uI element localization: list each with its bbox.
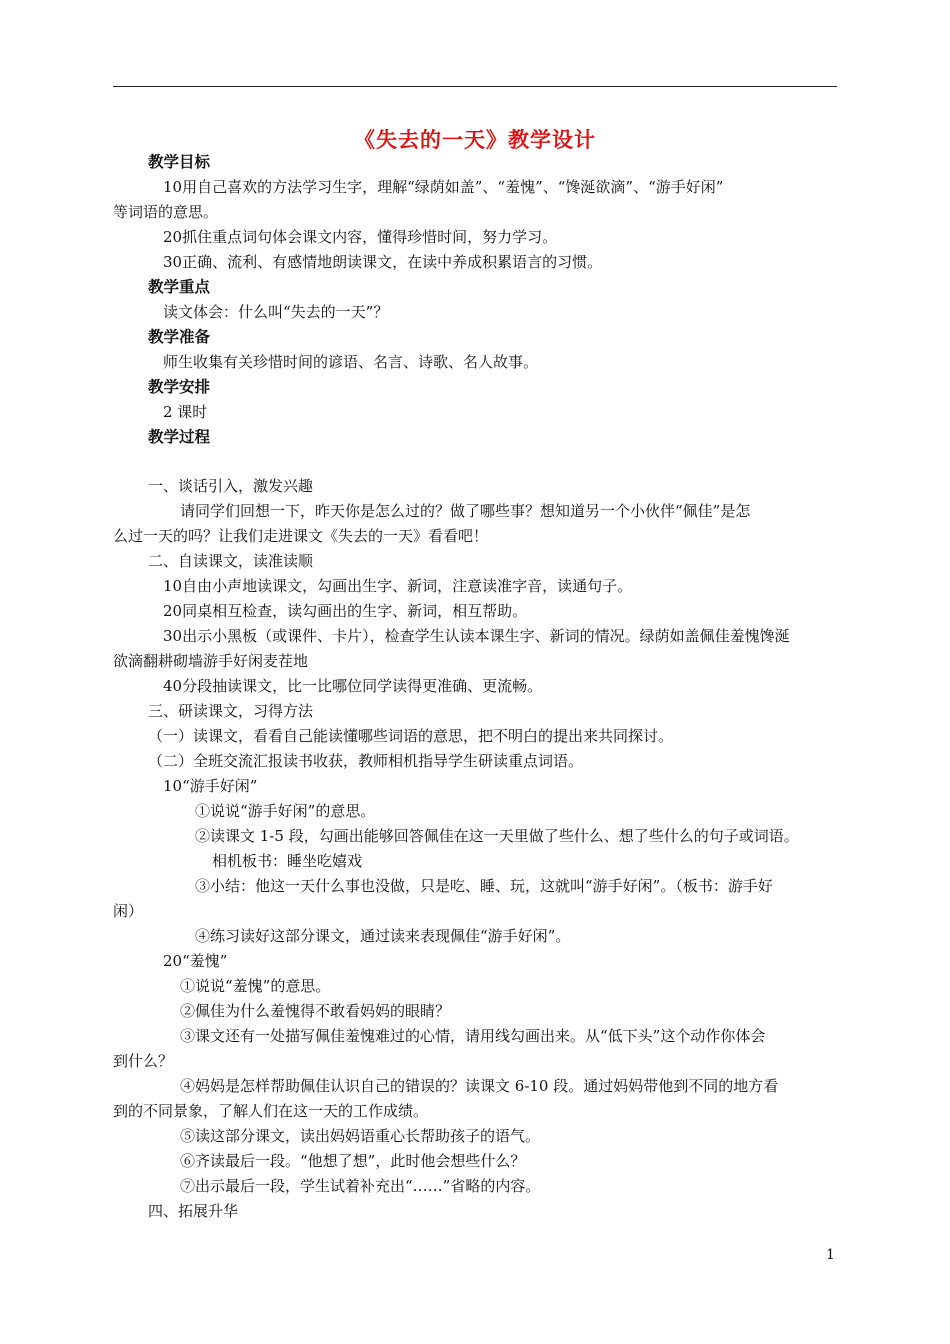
section-3-sub-1: （一）读课文，看看自己能读懂哪些词语的意思，把不明白的提出来共同探讨。 — [148, 727, 674, 745]
section-2-item-4: 40分段抽读课文，比一比哪位同学读得更准确、更流畅。 — [163, 677, 543, 695]
word-2-step-6: ⑥齐读最后一段。“他想了想”，此时他会想些什么？ — [180, 1152, 526, 1170]
section-2-item-2: 20同桌相互检查，读勾画出的生字、新词，相互帮助。 — [163, 602, 528, 620]
objective-1: 10用自己喜欢的方法学习生字，理解“绿荫如盖”、“羞愧”、“馋涎欲滴”、“游手好闲” — [163, 178, 724, 196]
section-2-item-3-cont: 欲滴翻耕砌墙游手好闲麦茬地 — [113, 652, 309, 670]
heading-preparation: 教学准备 — [148, 327, 211, 346]
heading-schedule: 教学安排 — [148, 377, 211, 396]
word-1-step-4: ④练习读好这部分课文，通过读来表现佩佳“游手好闲”。 — [195, 927, 571, 945]
heading-objectives: 教学目标 — [148, 152, 211, 171]
word-2-step-7: ⑦出示最后一段，学生试着补充出“……”省略的内容。 — [180, 1177, 541, 1195]
section-1-heading: 一、谈话引入，激发兴趣 — [148, 477, 314, 495]
word-2-step-3: ③课文还有一处描写佩佳羞愧难过的心情，请用线勾画出来。从“低下头”这个动作你体会 — [180, 1027, 766, 1045]
schedule-text: 2 课时 — [163, 403, 208, 421]
document-title: 《失去的一天》教学设计 — [354, 127, 596, 152]
word-1-step-3-cont: 闲） — [113, 902, 144, 920]
word-2-step-4-cont: 到的不同景象，了解人们在这一天的工作成绩。 — [113, 1102, 429, 1120]
heading-key-point: 教学重点 — [148, 277, 211, 296]
page-number: 1 — [826, 1247, 835, 1263]
header-rule — [113, 86, 837, 87]
section-2-item-3: 30出示小黑板（或课件、卡片），检查学生认读本课生字、新词的情况。绿荫如盖佩佳羞愧馋涎 — [163, 627, 790, 645]
section-4-heading: 四、拓展升华 — [148, 1202, 239, 1220]
word-1-board: 相机板书：睡坐吃嬉戏 — [212, 852, 363, 870]
section-1-para-cont: 么过一天的吗？让我们走进课文《失去的一天》看看吧！ — [113, 527, 489, 545]
objective-3: 30正确、流利、有感情地朗读课文，在读中养成积累语言的习惯。 — [163, 253, 603, 271]
word-2-step-4: ④妈妈是怎样帮助佩佳认识自己的错误的？读课文 6-10 段。通过妈妈带他到不同的地方看 — [180, 1077, 779, 1095]
key-point-text: 读文体会：什么叫“失去的一天”？ — [163, 303, 389, 321]
word-1-heading: 10“游手好闲” — [163, 777, 258, 795]
word-1-step-1: ①说说“游手好闲”的意思。 — [195, 802, 376, 820]
word-2-step-5: ⑤读这部分课文，读出妈妈语重心长帮助孩子的语气。 — [180, 1127, 541, 1145]
word-1-step-2: ②读课文 1-5 段，勾画出能够回答佩佳在这一天里做了些什么、想了些什么的句子或词语。 — [195, 827, 799, 845]
word-2-step-2: ②佩佳为什么羞愧得不敢看妈妈的眼睛？ — [180, 1002, 451, 1020]
section-3-sub-2: （二）全班交流汇报读书收获，教师相机指导学生研读重点词语。 — [148, 752, 584, 770]
preparation-text: 师生收集有关珍惜时间的谚语、名言、诗歌、名人故事。 — [163, 353, 539, 371]
objective-2: 20抓住重点词句体会课文内容，懂得珍惜时间，努力学习。 — [163, 228, 558, 246]
heading-process: 教学过程 — [148, 427, 211, 446]
word-2-step-1: ①说说“羞愧”的意思。 — [180, 977, 331, 995]
objective-1-cont: 等词语的意思。 — [113, 203, 219, 221]
section-2-heading: 二、自读课文，读准读顺 — [148, 552, 314, 570]
word-2-step-3-cont: 到什么？ — [113, 1052, 174, 1070]
section-1-para: 请同学们回想一下，昨天你是怎么过的？做了哪些事？想知道另一个小伙伴“佩佳”是怎 — [180, 502, 751, 520]
word-1-step-3: ③小结：他这一天什么事也没做，只是吃、睡、玩，这就叫“游手好闲”。（板书：游手好 — [195, 877, 773, 895]
section-2-item-1: 10自由小声地读课文，勾画出生字、新词，注意读准字音，读通句子。 — [163, 577, 633, 595]
word-2-heading: 20“羞愧” — [163, 952, 228, 970]
section-3-heading: 三、研读课文，习得方法 — [148, 702, 314, 720]
